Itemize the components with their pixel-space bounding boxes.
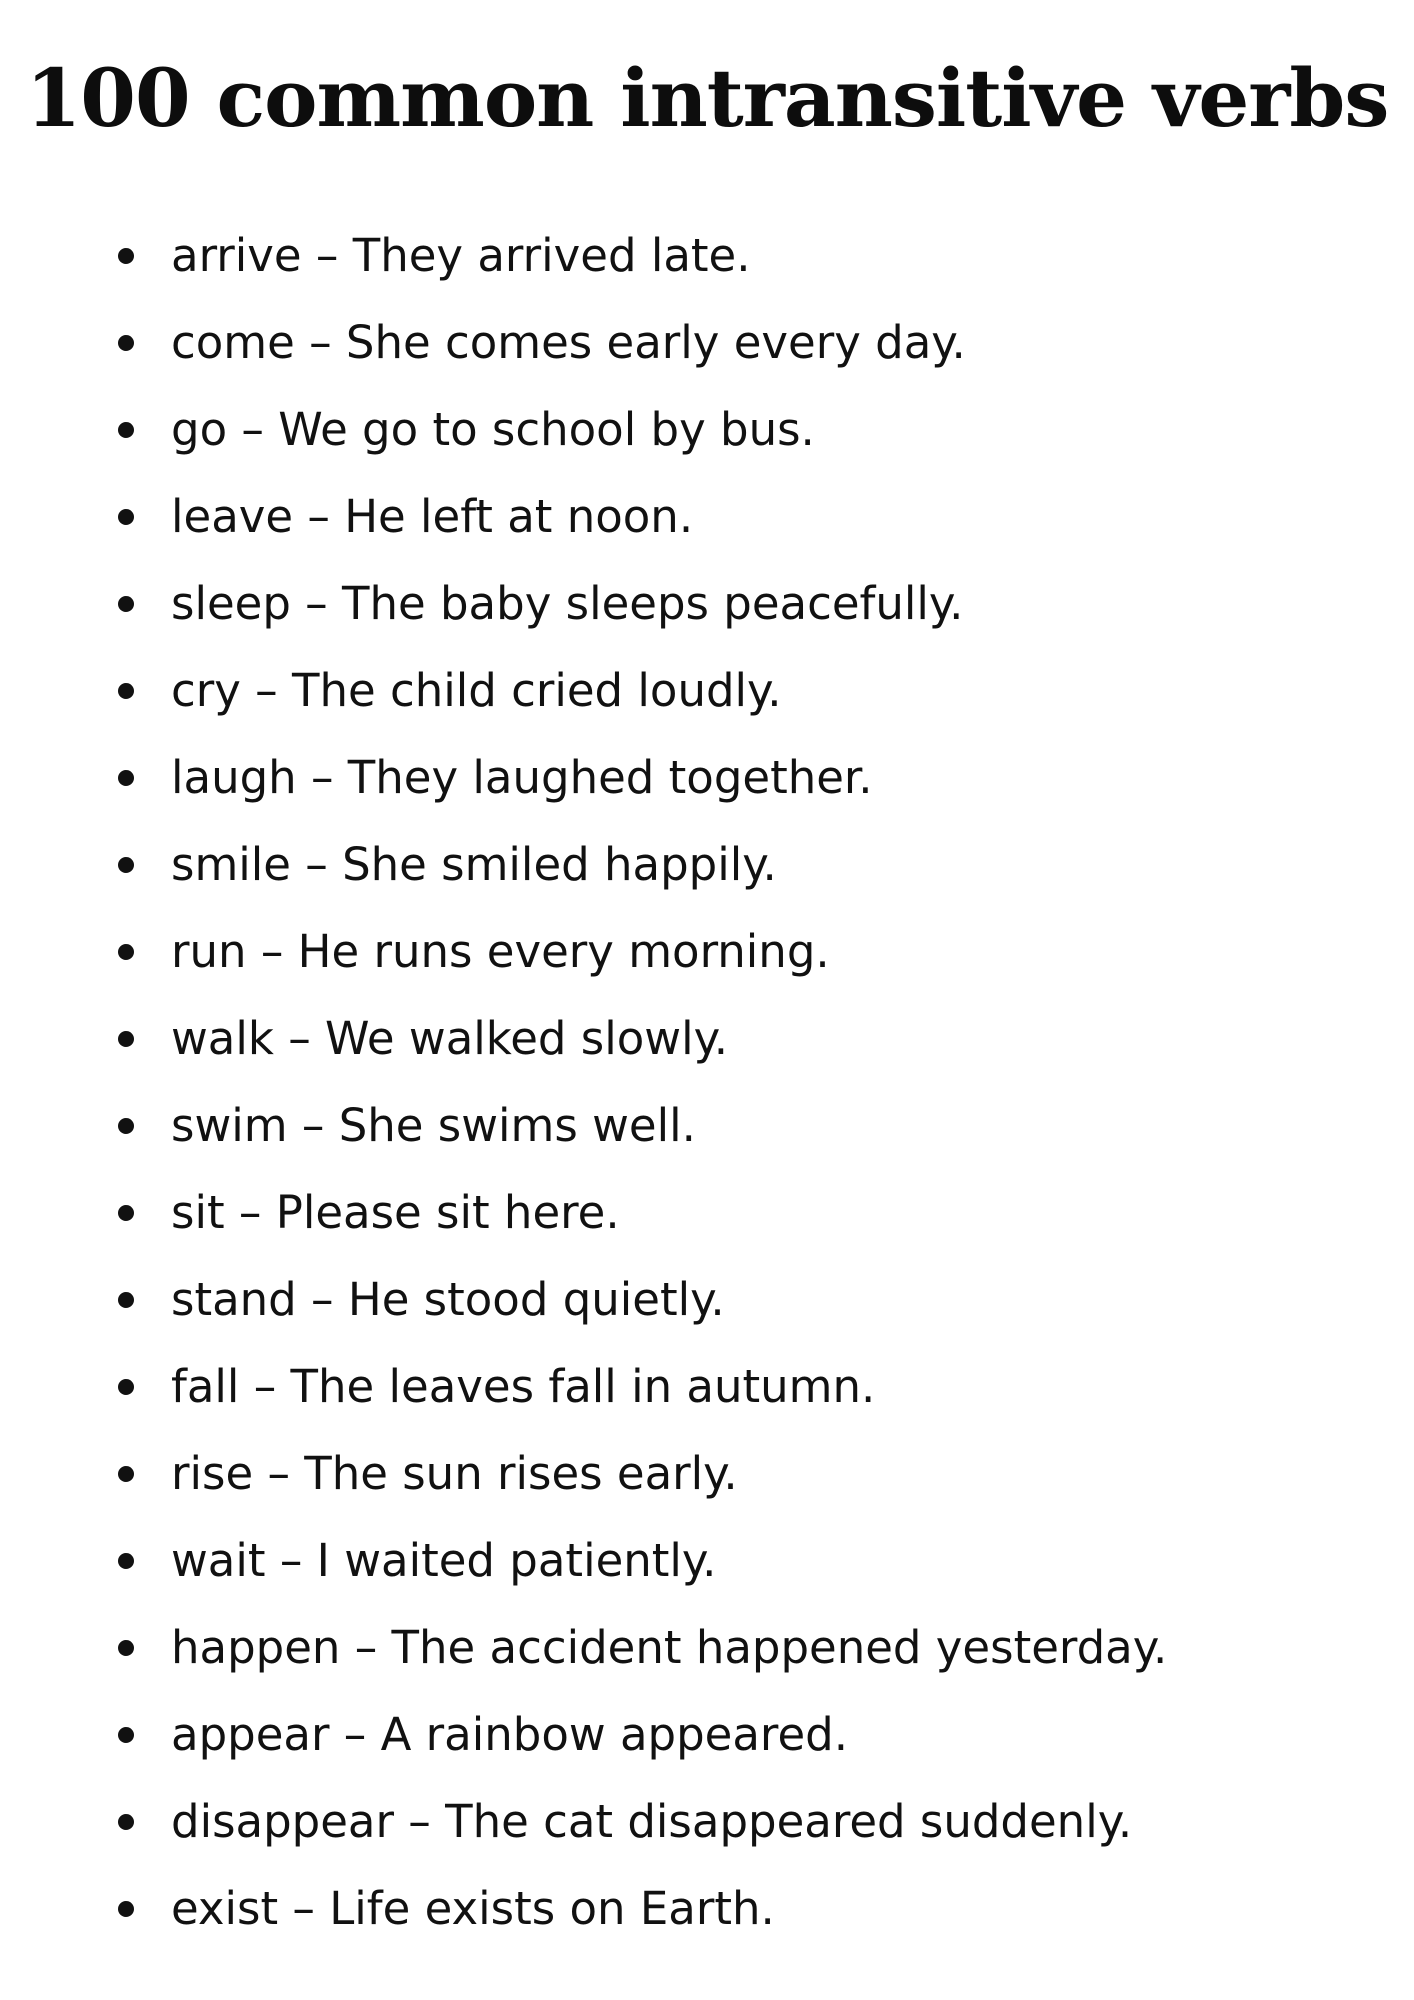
- verb-example-text: sit – Please sit here.: [171, 1186, 620, 1239]
- verb-example-text: laugh – They laughed together.: [171, 751, 873, 804]
- bullet-icon: [118, 1727, 134, 1743]
- verb-example-text: leave – He left at noon.: [171, 490, 694, 543]
- verb-example-text: come – She comes early every day.: [171, 316, 966, 369]
- bullet-icon: [118, 422, 134, 438]
- list-item: [0, 473, 1414, 560]
- verb-example-text: exist – Life exists on Earth.: [171, 1882, 775, 1935]
- verb-example-text: run – He runs every morning.: [171, 925, 830, 978]
- list-item: [0, 1430, 1414, 1517]
- bullet-icon: [118, 1901, 134, 1917]
- bullet-icon: [118, 1553, 134, 1569]
- list-item: [0, 1517, 1414, 1604]
- bullet-icon: [118, 857, 134, 873]
- verb-example-text: smile – She smiled happily.: [171, 838, 777, 891]
- list-item: [0, 1865, 1414, 1952]
- list-item: [0, 1691, 1414, 1778]
- list-item: [0, 1256, 1414, 1343]
- verb-example-text: go – We go to school by bus.: [171, 403, 815, 456]
- verb-example-text: cry – The child cried loudly.: [171, 664, 782, 717]
- list-item: [0, 1082, 1414, 1169]
- verb-example-text: happen – The accident happened yesterday.: [171, 1621, 1168, 1674]
- verb-example-text: sleep – The baby sleeps peacefully.: [171, 577, 964, 630]
- list-item: [0, 647, 1414, 734]
- bullet-icon: [118, 1814, 134, 1830]
- bullet-icon: [118, 1292, 134, 1308]
- verb-example-text: stand – He stood quietly.: [171, 1273, 725, 1326]
- bullet-icon: [118, 683, 134, 699]
- bullet-icon: [118, 1205, 134, 1221]
- bullet-icon: [118, 1466, 134, 1482]
- page-title: 100 common intransitive verbs: [25, 51, 1389, 145]
- bullet-icon: [118, 335, 134, 351]
- verb-example-text: wait – I waited patiently.: [171, 1534, 717, 1587]
- list-item: [0, 212, 1414, 299]
- list-item: [0, 1169, 1414, 1256]
- verb-example-text: arrive – They arrived late.: [171, 229, 751, 282]
- verb-example-text: disappear – The cat disappeared suddenly.: [171, 1795, 1133, 1848]
- list-item: [0, 1778, 1414, 1865]
- bullet-icon: [118, 1379, 134, 1395]
- bullet-icon: [118, 770, 134, 786]
- bullet-icon: [118, 1640, 134, 1656]
- list-item: [0, 1604, 1414, 1691]
- list-item: [0, 821, 1414, 908]
- verb-example-text: fall – The leaves fall in autumn.: [171, 1360, 876, 1413]
- list-item: [0, 908, 1414, 995]
- verb-example-text: appear – A rainbow appeared.: [171, 1708, 848, 1761]
- list-item: [0, 560, 1414, 647]
- verb-example-text: rise – The sun rises early.: [171, 1447, 738, 1500]
- bullet-icon: [118, 1118, 134, 1134]
- bullet-icon: [118, 509, 134, 525]
- list-item: [0, 1343, 1414, 1430]
- list-item: [0, 995, 1414, 1082]
- list-item: [0, 299, 1414, 386]
- verb-example-text: swim – She swims well.: [171, 1099, 696, 1152]
- bullet-icon: [118, 596, 134, 612]
- list-item: [0, 386, 1414, 473]
- bullet-icon: [118, 944, 134, 960]
- verb-list: [0, 212, 1414, 1952]
- list-item: [0, 734, 1414, 821]
- verb-example-text: walk – We walked slowly.: [171, 1012, 729, 1065]
- bullet-icon: [118, 248, 134, 264]
- bullet-icon: [118, 1031, 134, 1047]
